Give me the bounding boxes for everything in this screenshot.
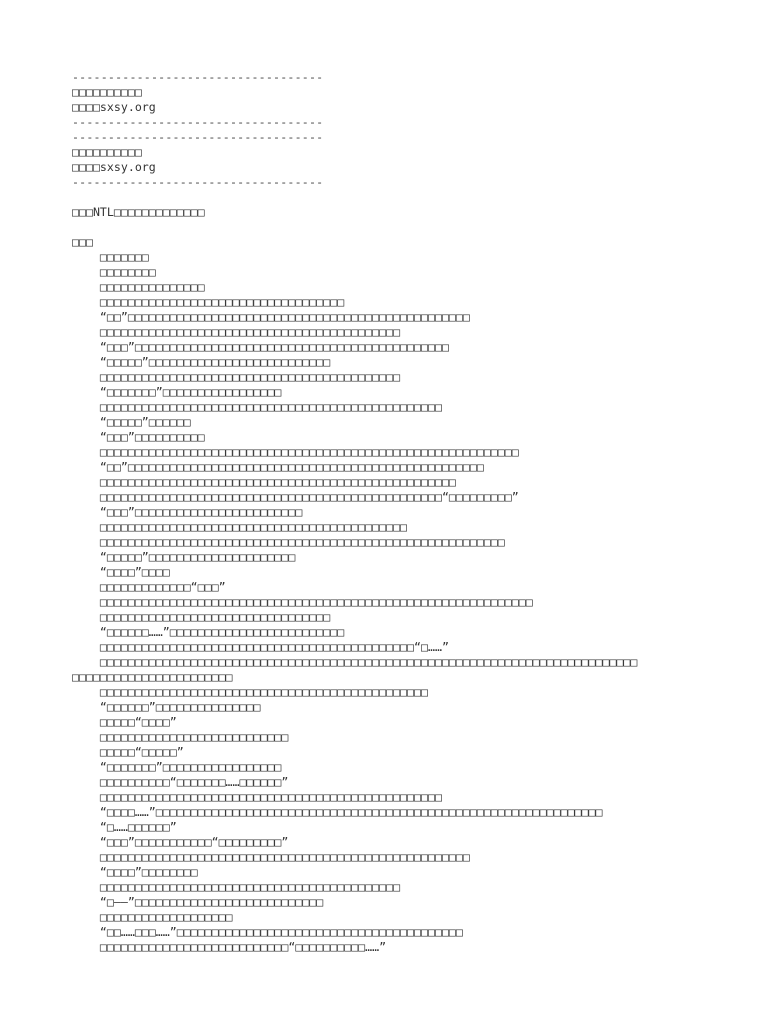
body-line: □□□□□□□□□□□□□□□□□□□□□□□□□□□ <box>72 730 289 744</box>
body-line: □□□□□□□□□□□□□□□□□□□□□□□□□□□□□□□□□□□ <box>72 295 345 309</box>
body-line: “□□”□□□□□□□□□□□□□□□□□□□□□□□□□□□□□□□□□□□□□□□□□□□□□□□□□ <box>72 310 470 324</box>
body-line: □□□□□□□□□□□□□“□□□” <box>72 580 226 594</box>
body-line: □□□□□□□□□□□□□□□□□□□□□□□□□□□“□□□□□□□□□□……” <box>72 940 387 954</box>
body-line: □□□□□□□□□□□□□□□□□□□□□□□□□□□□□□□□□□□□□□□□□□□□ <box>72 520 408 534</box>
body-line: “□□□□”□□□□□□□□ <box>72 865 198 879</box>
body-line: □□□□□□□□□□□□□□□□□□□□□□□ <box>72 670 233 684</box>
body-line: □□□□□□□□□□□□□□□□□□□□□□□□□□□□□□□□□□□□□□□□□□□□□□□□□ <box>72 790 442 804</box>
body-line: “□□□□□”□□□□□□□□□□□□□□□□□□□□□ <box>72 550 296 564</box>
body-line: “□□□□□”□□□□□□ <box>72 415 191 429</box>
body-line: “□□□”□□□□□□□□□□ <box>72 430 205 444</box>
body-line: “□□□□□”□□□□□□□□□□□□□□□□□□□□□□□□□□ <box>72 355 331 369</box>
body-line: □□□□□□□□□□□□□□□□□□□□□□□□□□□□□□□□□□□□□□□□□□□ <box>72 370 401 384</box>
body-line: “□□□”□□□□□□□□□□□□□□□□□□□□□□□□□□□□□□□□□□□□□□□□□□□□□ <box>72 340 449 354</box>
body-line: “□□……□□□……”□□□□□□□□□□□□□□□□□□□□□□□□□□□□□□□□□□□□□□□□□ <box>72 925 463 939</box>
header-notice-1: □□□□□□□□□□ <box>72 85 142 99</box>
body-line: “□□□□”□□□□ <box>72 565 170 579</box>
header-rule-bottom-1: ----------------------------------- <box>72 115 324 129</box>
body-line: □□□□□□□□□□□□□□□□□□□□□□□□□□□□□□□□□□□□□□□□□□□□□□□□□“□□□□□□□□□” <box>72 490 519 504</box>
body-line: □□□□□□□ <box>72 250 149 264</box>
document-text <box>72 70 752 955</box>
spacer <box>72 190 752 205</box>
body-line: □□□□□□□□□□□□□□□□□□□□□□□□□□□□□□□□□□□□□□□□□□□□□□□□□□□□□□□□□□□□ <box>72 445 519 459</box>
body-line: □□□□□□□□□□□□□□□□□□□□□□□□□□□□□□□□□□□□□□□□□□□□□□□ <box>72 685 428 699</box>
body-line: □□□□□□□□□□□□□□□□□□□□□□□□□□□□□□□□□□□□□□□□□□□□□“□……” <box>72 640 449 654</box>
header-rule-bottom-2: ----------------------------------- <box>72 175 324 189</box>
header-rule-top-1: ----------------------------------- <box>72 70 324 84</box>
body-line: □□□□□□□□□□□□□□□□□□□□□□□□□□□□□□□□□□□□□□□□□□□□□□□□□□□□□□□□□□ <box>72 535 505 549</box>
chapter-heading: □□□ <box>72 235 93 249</box>
body-line: □□□□□□□□□□□□□□□□□□□□□□□□□□□□□□□□□□□□□□□□□□□ <box>72 325 401 339</box>
body-line: “□□□□□□□”□□□□□□□□□□□□□□□□□ <box>72 760 282 774</box>
body-line: □□□□□□□□□□□□□□□□□□□□□□□□□□□□□□□□□□□□□□□□□□□□□□□□□□□□□□□□□□□□□□□□□□□□□□□□□□□□□ <box>72 655 638 669</box>
body-line: □□□□□□□□□□□□□□□ <box>72 280 205 294</box>
chapter-body <box>72 250 752 955</box>
body-line: “□□□□□□□”□□□□□□□□□□□□□□□□□ <box>72 385 282 399</box>
body-line: “□……□□□□□□” <box>72 820 177 834</box>
header-site-2: □□□□sxsy.org <box>72 160 156 174</box>
body-line: “□——”□□□□□□□□□□□□□□□□□□□□□□□□□□□ <box>72 895 324 909</box>
header-rule-top-2: ----------------------------------- <box>72 130 324 144</box>
body-line: □□□□□□□□□□“□□□□□□□……□□□□□□” <box>72 775 289 789</box>
spacer <box>72 220 752 235</box>
body-line: □□□□□□□□□□□□□□□□□□□□□□□□□□□□□□□□□□□□□□□□□□□□□□□□□□□□□ <box>72 850 470 864</box>
header-site-1: □□□□sxsy.org <box>72 100 156 114</box>
body-line: □□□□□□□□ <box>72 265 156 279</box>
body-line: □□□□□□□□□□□□□□□□□□□□□□□□□□□□□□□□□□□□□□□□□□□□□□□□□□□□□□□□□□□□□□ <box>72 595 533 609</box>
body-line: □□□□□□□□□□□□□□□□□□□□□□□□□□□□□□□□□ <box>72 610 331 624</box>
body-line: “□□□□□□……”□□□□□□□□□□□□□□□□□□□□□□□□□ <box>72 625 345 639</box>
body-line: □□□□□□□□□□□□□□□□□□□□□□□□□□□□□□□□□□□□□□□□□□□ <box>72 880 401 894</box>
body-line: □□□□□□□□□□□□□□□□□□□□□□□□□□□□□□□□□□□□□□□□□□□□□□□□□□□ <box>72 475 456 489</box>
header-notice-2: □□□□□□□□□□ <box>72 145 142 159</box>
body-line: □□□□□“□□□□□” <box>72 745 184 759</box>
body-line: □□□□□□□□□□□□□□□□□□□ <box>72 910 233 924</box>
body-line: □□□□□“□□□□” <box>72 715 177 729</box>
body-line: □□□□□□□□□□□□□□□□□□□□□□□□□□□□□□□□□□□□□□□□□□□□□□□□□ <box>72 400 442 414</box>
body-line: “□□”□□□□□□□□□□□□□□□□□□□□□□□□□□□□□□□□□□□□□□□□□□□□□□□□□□□ <box>72 460 484 474</box>
body-line: “□□□”□□□□□□□□□□□“□□□□□□□□□” <box>72 835 289 849</box>
body-line: “□□□□……”□□□□□□□□□□□□□□□□□□□□□□□□□□□□□□□□□□□□□□□□□□□□□□□□□□□□□□□□□□□□□□□□ <box>72 805 603 819</box>
book-title: □□□NTL□□□□□□□□□□□□□ <box>72 205 205 219</box>
body-line: “□□□□□□”□□□□□□□□□□□□□□□ <box>72 700 261 714</box>
body-line: “□□□”□□□□□□□□□□□□□□□□□□□□□□□□ <box>72 505 303 519</box>
